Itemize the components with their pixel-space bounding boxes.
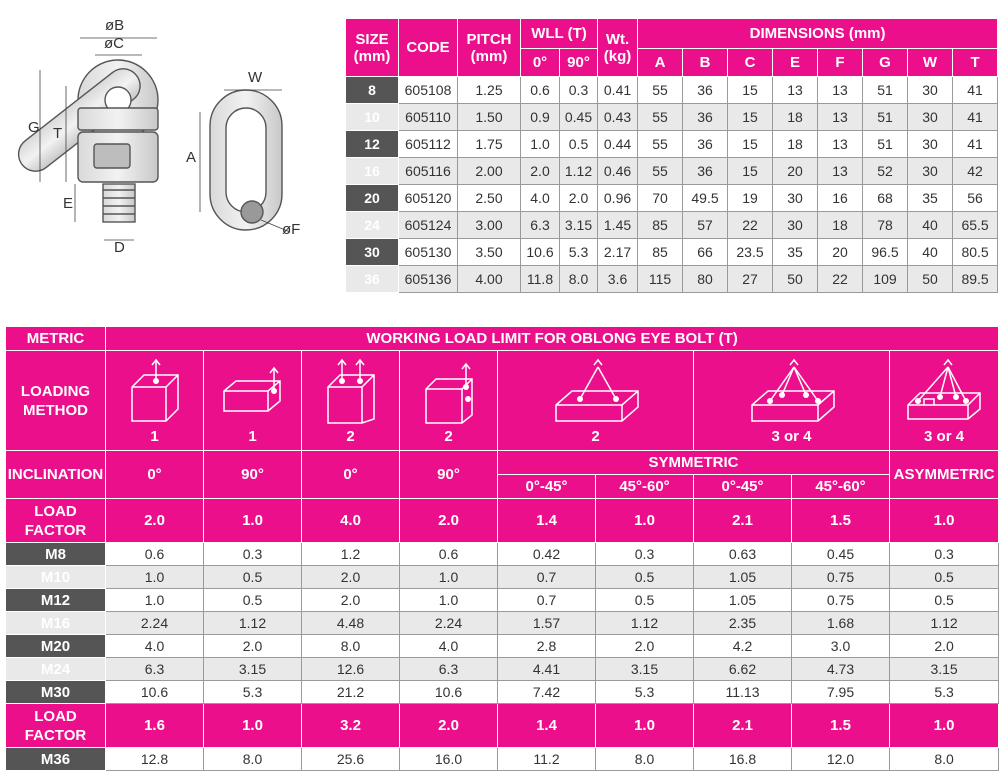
spec-cell: 2.00 — [458, 158, 521, 185]
wll-row — [6, 658, 999, 681]
wll-row — [6, 612, 999, 635]
load-factor-value: 1.5 — [792, 499, 890, 543]
metric-size-cell: M16 — [6, 612, 106, 635]
wll-value-cell: 11.13 — [694, 681, 792, 704]
wll-value-cell: 5.3 — [596, 681, 694, 704]
header-weight: Wt. (kg) — [598, 19, 638, 77]
load-factor-value: 1.0 — [596, 499, 694, 543]
wll-value-cell: 2.24 — [400, 612, 498, 635]
wll-value-cell: 1.05 — [694, 589, 792, 612]
spec-cell: 70 — [638, 185, 683, 212]
wll-value-cell: 16.8 — [694, 748, 792, 771]
two-leg-sling-icon — [546, 357, 646, 427]
loading-method-2-vertical — [302, 351, 400, 451]
spec-cell: 85 — [638, 212, 683, 239]
spec-cell: 85 — [638, 239, 683, 266]
wll-value-cell: 7.42 — [498, 681, 596, 704]
wll-value-cell: 10.6 — [400, 681, 498, 704]
spec-cell: 96.5 — [863, 239, 908, 266]
wll-value-cell: 2.0 — [302, 566, 400, 589]
code-cell: 605112 — [399, 131, 458, 158]
spec-cell: 30 — [908, 131, 953, 158]
loading-method-label: LOADING METHOD — [6, 351, 106, 451]
header-wll-0: 0° — [521, 49, 560, 77]
wll-value-cell: 0.7 — [498, 566, 596, 589]
sym-angle: 45°-60° — [596, 475, 694, 499]
spec-cell: 0.46 — [598, 158, 638, 185]
wll-value-cell: 8.0 — [302, 635, 400, 658]
wll-value-cell: 0.7 — [498, 589, 596, 612]
wll-value-cell: 0.75 — [792, 566, 890, 589]
wll-value-cell: 0.42 — [498, 543, 596, 566]
wll-value-cell: 10.6 — [106, 681, 204, 704]
spec-cell: 0.44 — [598, 131, 638, 158]
wll-value-cell: 3.0 — [792, 635, 890, 658]
sym-angle: 45°-60° — [792, 475, 890, 499]
eye-bolt-side-view — [12, 60, 158, 222]
spec-cell: 0.9 — [521, 104, 560, 131]
spec-cell: 36 — [683, 131, 728, 158]
metric-header: METRIC — [6, 327, 106, 351]
header-wll: WLL (T) — [521, 19, 598, 49]
spec-cell: 15 — [728, 131, 773, 158]
wll-value-cell: 0.5 — [890, 589, 999, 612]
spec-cell: 109 — [863, 266, 908, 293]
spec-cell: 51 — [863, 131, 908, 158]
metric-size-cell: M8 — [6, 543, 106, 566]
spec-cell: 2.0 — [521, 158, 560, 185]
spec-cell: 2.17 — [598, 239, 638, 266]
wll-value-cell: 1.68 — [792, 612, 890, 635]
spec-cell: 1.45 — [598, 212, 638, 239]
spec-cell: 5.3 — [560, 239, 598, 266]
label-g: G — [28, 119, 40, 136]
spec-cell: 30 — [908, 158, 953, 185]
load-factor-value: 2.1 — [694, 499, 792, 543]
size-cell: 10 — [346, 104, 399, 131]
spec-cell: 42 — [953, 158, 998, 185]
spec-cell: 55 — [638, 158, 683, 185]
wll-value-cell: 1.0 — [106, 589, 204, 612]
wll-value-cell: 5.3 — [890, 681, 999, 704]
wll-value-cell: 0.5 — [204, 566, 302, 589]
spec-cell: 80.5 — [953, 239, 998, 266]
wll-value-cell: 1.57 — [498, 612, 596, 635]
wll-value-cell: 0.6 — [106, 543, 204, 566]
spec-cell: 20 — [818, 239, 863, 266]
spec-row — [346, 185, 998, 212]
wll-value-cell: 12.8 — [106, 748, 204, 771]
legs-count: 3 or 4 — [771, 427, 812, 445]
wll-value-cell: 1.12 — [204, 612, 302, 635]
wll-value-cell: 0.3 — [596, 543, 694, 566]
spec-cell: 27 — [728, 266, 773, 293]
code-cell: 605110 — [399, 104, 458, 131]
load-factor-value: 1.0 — [596, 704, 694, 748]
spec-cell: 18 — [773, 104, 818, 131]
header-code: CODE — [399, 19, 458, 77]
header-dim-g: G — [863, 49, 908, 77]
size-cell: 16 — [346, 158, 399, 185]
load-factor-value: 1.4 — [498, 499, 596, 543]
wll-value-cell: 1.0 — [400, 589, 498, 612]
spec-cell: 36 — [683, 77, 728, 104]
spec-cell: 30 — [773, 212, 818, 239]
wll-value-cell: 11.2 — [498, 748, 596, 771]
spec-cell: 41 — [953, 104, 998, 131]
wll-value-cell: 16.0 — [400, 748, 498, 771]
spec-cell: 41 — [953, 131, 998, 158]
spec-cell: 18 — [818, 212, 863, 239]
code-cell: 605116 — [399, 158, 458, 185]
wll-value-cell: 4.0 — [106, 635, 204, 658]
wll-value-cell: 6.3 — [106, 658, 204, 681]
multi-leg-sling-icon — [742, 357, 842, 427]
spec-row — [346, 212, 998, 239]
spec-cell: 89.5 — [953, 266, 998, 293]
wll-value-cell: 7.95 — [792, 681, 890, 704]
load-factor-value: 1.0 — [890, 704, 999, 748]
spec-cell: 0.3 — [560, 77, 598, 104]
wll-row — [6, 589, 999, 612]
double-side-lift-icon — [414, 357, 484, 427]
spec-cell: 78 — [863, 212, 908, 239]
loading-method-asymmetric — [890, 351, 999, 451]
loading-method-1-side — [204, 351, 302, 451]
label-b: øB — [105, 17, 125, 34]
spec-cell: 15 — [728, 77, 773, 104]
spec-cell: 18 — [773, 131, 818, 158]
load-factor-value: 1.6 — [106, 704, 204, 748]
wll-value-cell: 0.45 — [792, 543, 890, 566]
wll-value-cell: 4.41 — [498, 658, 596, 681]
load-factor-label: LOAD FACTOR — [6, 704, 106, 748]
spec-cell: 30 — [773, 185, 818, 212]
wll-value-cell: 8.0 — [890, 748, 999, 771]
wll-value-cell: 12.0 — [792, 748, 890, 771]
spec-cell: 0.41 — [598, 77, 638, 104]
wll-value-cell: 0.63 — [694, 543, 792, 566]
label-f: øF — [282, 221, 301, 238]
code-cell: 605124 — [399, 212, 458, 239]
legs-count: 2 — [346, 427, 355, 445]
wll-value-cell: 0.5 — [890, 566, 999, 589]
load-factor-label: LOAD FACTOR — [6, 499, 106, 543]
wll-value-cell: 2.8 — [498, 635, 596, 658]
legs-count: 3 or 4 — [924, 427, 965, 445]
eye-bolt-spec-table — [345, 18, 998, 293]
load-factor-value: 2.0 — [400, 704, 498, 748]
spec-row — [346, 158, 998, 185]
sym-angle: 0°-45° — [498, 475, 596, 499]
wll-value-cell: 1.12 — [890, 612, 999, 635]
wll-value-cell: 3.15 — [596, 658, 694, 681]
header-dim-c: C — [728, 49, 773, 77]
spec-cell: 36 — [683, 104, 728, 131]
spec-cell: 22 — [728, 212, 773, 239]
loading-method-2-sling — [498, 351, 694, 451]
load-factor-value: 2.0 — [400, 499, 498, 543]
inclination-value: 0° — [106, 451, 204, 499]
spec-cell: 36 — [683, 158, 728, 185]
wll-value-cell: 1.12 — [596, 612, 694, 635]
label-w: W — [248, 69, 263, 86]
metric-size-cell: M24 — [6, 658, 106, 681]
size-cell: 24 — [346, 212, 399, 239]
wll-row — [6, 681, 999, 704]
load-factor-value: 2.1 — [694, 704, 792, 748]
double-vertical-lift-icon — [316, 357, 386, 427]
wll-title: WORKING LOAD LIMIT FOR OBLONG EYE BOLT (T) — [106, 327, 999, 351]
spec-cell: 66 — [683, 239, 728, 266]
label-c: øC — [104, 35, 124, 52]
spec-cell: 0.96 — [598, 185, 638, 212]
wll-row — [6, 543, 999, 566]
spec-cell: 3.50 — [458, 239, 521, 266]
header-dim-f: F — [818, 49, 863, 77]
spec-cell: 52 — [863, 158, 908, 185]
header-size: SIZE (mm) — [346, 19, 399, 77]
header-dim-w: W — [908, 49, 953, 77]
wll-row — [6, 748, 999, 771]
spec-cell: 0.6 — [521, 77, 560, 104]
spec-cell: 13 — [818, 158, 863, 185]
spec-cell: 55 — [638, 131, 683, 158]
spec-cell: 30 — [908, 77, 953, 104]
spec-cell: 55 — [638, 77, 683, 104]
spec-cell: 15 — [728, 158, 773, 185]
spec-row — [346, 239, 998, 266]
wll-value-cell: 25.6 — [302, 748, 400, 771]
load-factor-value: 2.0 — [106, 499, 204, 543]
code-cell: 605130 — [399, 239, 458, 266]
spec-cell: 40 — [908, 239, 953, 266]
size-cell: 36 — [346, 266, 399, 293]
spec-cell: 3.6 — [598, 266, 638, 293]
single-side-lift-icon — [218, 357, 288, 427]
spec-row — [346, 131, 998, 158]
spec-cell: 35 — [773, 239, 818, 266]
spec-cell: 2.0 — [560, 185, 598, 212]
load-factor-value: 1.4 — [498, 704, 596, 748]
wll-value-cell: 4.2 — [694, 635, 792, 658]
metric-size-cell: M36 — [6, 748, 106, 771]
spec-cell: 8.0 — [560, 266, 598, 293]
wll-value-cell: 0.3 — [204, 543, 302, 566]
legs-count: 2 — [444, 427, 453, 445]
spec-cell: 13 — [773, 77, 818, 104]
wll-value-cell: 3.15 — [204, 658, 302, 681]
spec-cell: 65.5 — [953, 212, 998, 239]
wll-value-cell: 0.5 — [204, 589, 302, 612]
wll-value-cell: 8.0 — [204, 748, 302, 771]
oblong-link-view — [210, 90, 282, 230]
label-t: T — [53, 125, 63, 142]
label-d: D — [114, 239, 125, 256]
code-cell: 605120 — [399, 185, 458, 212]
spec-cell: 51 — [863, 77, 908, 104]
spec-cell: 115 — [638, 266, 683, 293]
spec-cell: 50 — [773, 266, 818, 293]
code-cell: 605136 — [399, 266, 458, 293]
legs-count: 1 — [150, 427, 159, 445]
wll-value-cell: 2.0 — [302, 589, 400, 612]
wll-value-cell: 1.05 — [694, 566, 792, 589]
spec-cell: 2.50 — [458, 185, 521, 212]
spec-cell: 13 — [818, 77, 863, 104]
metric-size-cell: M20 — [6, 635, 106, 658]
spec-cell: 80 — [683, 266, 728, 293]
spec-cell: 57 — [683, 212, 728, 239]
header-dim-a: A — [638, 49, 683, 77]
loading-method-1-vertical — [106, 351, 204, 451]
wll-value-cell: 4.73 — [792, 658, 890, 681]
spec-cell: 0.43 — [598, 104, 638, 131]
spec-cell: 55 — [638, 104, 683, 131]
spec-cell: 51 — [863, 104, 908, 131]
wll-value-cell: 0.3 — [890, 543, 999, 566]
load-factor-value: 1.0 — [204, 499, 302, 543]
spec-cell: 0.45 — [560, 104, 598, 131]
spec-cell: 1.75 — [458, 131, 521, 158]
spec-cell: 1.0 — [521, 131, 560, 158]
header-dimensions: DIMENSIONS (mm) — [638, 19, 998, 49]
wll-value-cell: 21.2 — [302, 681, 400, 704]
size-cell: 20 — [346, 185, 399, 212]
metric-size-cell: M12 — [6, 589, 106, 612]
wll-value-cell: 0.75 — [792, 589, 890, 612]
load-factor-value: 3.2 — [302, 704, 400, 748]
wll-value-cell: 2.24 — [106, 612, 204, 635]
size-cell: 30 — [346, 239, 399, 266]
legs-count: 1 — [248, 427, 257, 445]
inclination-value: 90° — [400, 451, 498, 499]
wll-value-cell: 4.48 — [302, 612, 400, 635]
spec-cell: 10.6 — [521, 239, 560, 266]
wll-value-cell: 1.0 — [400, 566, 498, 589]
wll-row — [6, 566, 999, 589]
wll-value-cell: 2.0 — [204, 635, 302, 658]
code-cell: 605108 — [399, 77, 458, 104]
asymmetric-label: ASYMMETRIC — [890, 451, 999, 499]
spec-cell: 23.5 — [728, 239, 773, 266]
spec-row — [346, 104, 998, 131]
spec-cell: 50 — [908, 266, 953, 293]
wll-value-cell: 2.0 — [596, 635, 694, 658]
spec-cell: 16 — [818, 185, 863, 212]
spec-row — [346, 77, 998, 104]
wll-value-cell: 5.3 — [204, 681, 302, 704]
spec-cell: 3.00 — [458, 212, 521, 239]
inclination-label: INCLINATION — [6, 451, 106, 499]
spec-cell: 6.3 — [521, 212, 560, 239]
header-dim-b: B — [683, 49, 728, 77]
spec-cell: 11.8 — [521, 266, 560, 293]
spec-cell: 13 — [818, 131, 863, 158]
load-factor-value: 4.0 — [302, 499, 400, 543]
asymmetric-sling-icon — [904, 357, 984, 427]
wll-value-cell: 3.15 — [890, 658, 999, 681]
spec-row — [346, 266, 998, 293]
loading-method-3-or-4-sling — [694, 351, 890, 451]
legs-count: 2 — [591, 427, 600, 445]
spec-cell: 19 — [728, 185, 773, 212]
inclination-value: 0° — [302, 451, 400, 499]
wll-value-cell: 6.3 — [400, 658, 498, 681]
load-factor-value: 1.0 — [204, 704, 302, 748]
label-a: A — [186, 149, 197, 166]
metric-size-cell: M10 — [6, 566, 106, 589]
wll-value-cell: 2.0 — [890, 635, 999, 658]
spec-cell: 3.15 — [560, 212, 598, 239]
wll-value-cell: 1.0 — [106, 566, 204, 589]
header-wll-90: 90° — [560, 49, 598, 77]
working-load-limit-table — [5, 326, 999, 771]
wll-value-cell: 2.35 — [694, 612, 792, 635]
spec-cell: 1.25 — [458, 77, 521, 104]
symmetric-label: SYMMETRIC — [498, 451, 890, 475]
spec-cell: 4.0 — [521, 185, 560, 212]
loading-method-2-side — [400, 351, 498, 451]
wll-row — [6, 635, 999, 658]
spec-cell: 20 — [773, 158, 818, 185]
wll-value-cell: 8.0 — [596, 748, 694, 771]
header-dim-e: E — [773, 49, 818, 77]
spec-cell: 1.50 — [458, 104, 521, 131]
eye-bolt-technical-drawing — [0, 0, 340, 300]
metric-size-cell: M30 — [6, 681, 106, 704]
load-factor-value: 1.0 — [890, 499, 999, 543]
spec-cell: 4.00 — [458, 266, 521, 293]
spec-cell: 49.5 — [683, 185, 728, 212]
label-e: E — [63, 195, 74, 212]
spec-cell: 15 — [728, 104, 773, 131]
wll-value-cell: 12.6 — [302, 658, 400, 681]
load-factor-value: 1.5 — [792, 704, 890, 748]
spec-cell: 30 — [908, 104, 953, 131]
header-pitch: PITCH (mm) — [458, 19, 521, 77]
wll-value-cell: 1.2 — [302, 543, 400, 566]
spec-cell: 0.5 — [560, 131, 598, 158]
spec-cell: 40 — [908, 212, 953, 239]
spec-cell: 56 — [953, 185, 998, 212]
spec-cell: 68 — [863, 185, 908, 212]
spec-cell: 41 — [953, 77, 998, 104]
wll-value-cell: 6.62 — [694, 658, 792, 681]
spec-cell: 13 — [818, 104, 863, 131]
wll-value-cell: 0.5 — [596, 589, 694, 612]
header-dim-t: T — [953, 49, 998, 77]
wll-value-cell: 4.0 — [400, 635, 498, 658]
wll-value-cell: 0.5 — [596, 566, 694, 589]
size-cell: 12 — [346, 131, 399, 158]
inclination-value: 90° — [204, 451, 302, 499]
spec-cell: 35 — [908, 185, 953, 212]
wll-value-cell: 0.6 — [400, 543, 498, 566]
single-vertical-lift-icon — [120, 357, 190, 427]
size-cell: 8 — [346, 77, 399, 104]
sym-angle: 0°-45° — [694, 475, 792, 499]
spec-cell: 1.12 — [560, 158, 598, 185]
spec-cell: 22 — [818, 266, 863, 293]
